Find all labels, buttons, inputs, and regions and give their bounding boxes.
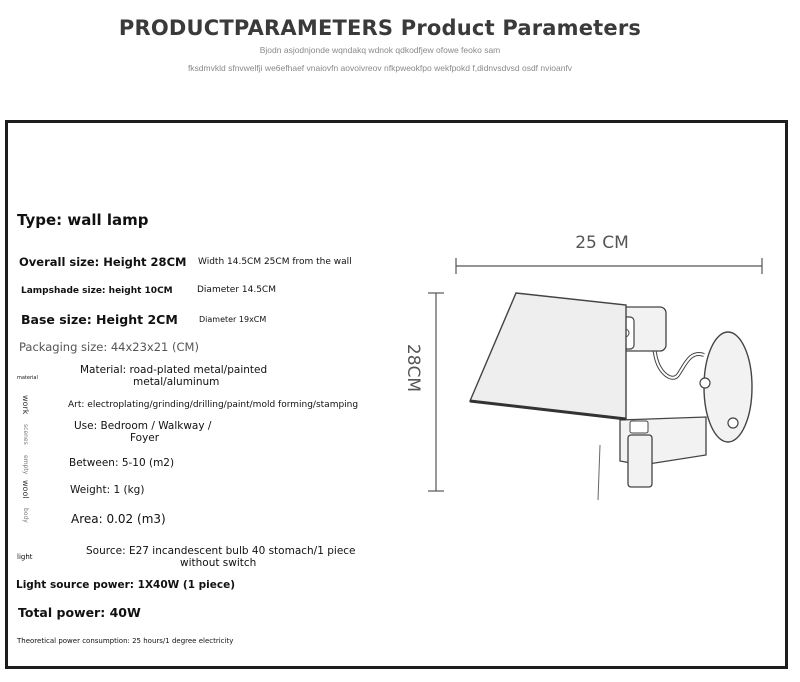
wall-plate-screw-bottom (728, 418, 738, 428)
use-line-2: Foyer (130, 432, 160, 444)
material-line-1: Material: road-plated metal/painted (80, 364, 268, 376)
lampshade-detail: Diameter 14.5CM (197, 285, 276, 295)
empty-category: empty (22, 455, 29, 475)
between-label: Between: 5-10 (m2) (69, 457, 175, 469)
light-source-power: Light source power: 1X40W (1 piece) (16, 579, 236, 591)
page-title: PRODUCTPARAMETERS Product Parameters (118, 16, 642, 40)
header (0, 0, 800, 100)
overall-size-detail: Width 14.5CM 25CM from the wall (198, 257, 352, 267)
light-category: light (17, 553, 33, 561)
subtitle-line-2: fksdmvkld sfnvwelfji we6efhaef vnaiovfn aovoivreov nfkpweokfpo wekfpokd f,didnvsdvsd osdf nvioanfv (187, 63, 573, 73)
subtitle-line-1: Bjodn asjodnjonde wqndakq wdnok qdkodfjew ofowe feoko sam (259, 45, 501, 55)
wool-category: wool (21, 480, 30, 499)
pull-cord (598, 445, 600, 500)
overall-size-label: Overall size: Height 28CM (19, 255, 187, 269)
weight-label: Weight: 1 (kg) (70, 484, 145, 496)
packaging-size: Packaging size: 44x23x21 (CM) (19, 340, 199, 354)
wall-plate-screw-top (700, 378, 710, 388)
theoretical-power-consumption: Theoretical power consumption: 25 hours/1 degree electricity (17, 637, 234, 645)
base-size-label: Base size: Height 2CM (21, 312, 178, 327)
source-line-1: Source: E27 incandescent bulb 40 stomach/1 piece (86, 545, 356, 557)
use-line-1: Use: Bedroom / Walkway / (74, 420, 212, 432)
area-label: Area: 0.02 (m3) (71, 512, 166, 526)
lamp-socket (628, 435, 652, 487)
body-category: body (22, 508, 29, 523)
art-process: Art: electroplating/grinding/drilling/paint/mold forming/stamping (68, 400, 359, 410)
base-detail: Diameter 19xCM (199, 315, 267, 324)
material-line-2: metal/aluminum (133, 376, 220, 388)
height-dimension-label: 28CM (403, 343, 423, 393)
lamp-shade (470, 293, 626, 419)
socket-knob (630, 421, 648, 433)
source-line-2: without switch (180, 557, 257, 569)
width-dimension-label: 25 CM (575, 233, 629, 253)
material-category: material (17, 375, 38, 381)
type-label: Type: wall lamp (17, 211, 149, 229)
lamp-dimension-diagram (403, 225, 780, 505)
scenes-category: scenes (22, 424, 29, 445)
work-category: work (21, 395, 30, 415)
lampshade-size-label: Lampshade size: height 10CM (21, 286, 173, 296)
total-power: Total power: 40W (18, 605, 141, 620)
